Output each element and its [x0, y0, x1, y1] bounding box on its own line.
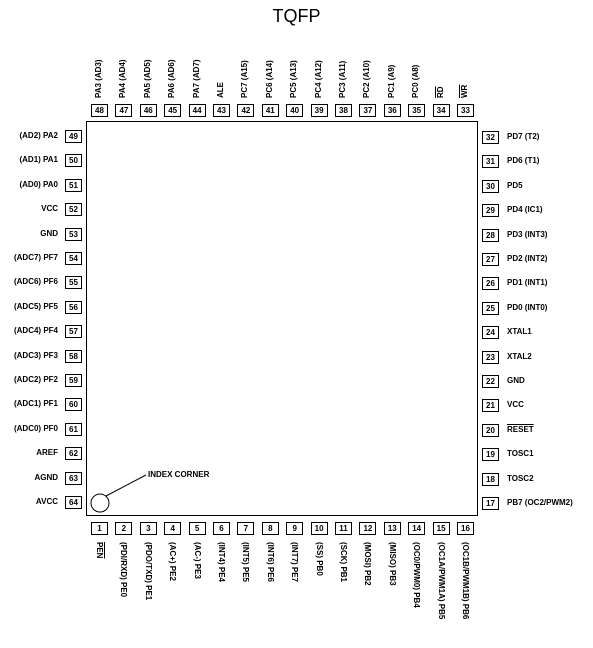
right-pin-number: 29: [482, 204, 499, 217]
bottom-pin-label: (INT4) PE4: [217, 542, 226, 583]
top-pin-number: 37: [359, 104, 376, 117]
top-pin-label: PC0 (A8): [411, 64, 421, 98]
bottom-pin-number: 5: [189, 522, 206, 535]
right-pin-label: PD5: [507, 180, 523, 190]
left-pin-number: 57: [65, 325, 82, 338]
right-pin-label: PB7 (OC2/PWM2): [507, 498, 573, 507]
bottom-pin-number: 9: [286, 522, 303, 535]
right-pin-label: RESET: [507, 424, 534, 434]
top-pin-label: PA5 (AD5): [142, 59, 152, 98]
right-pin-number: 20: [482, 424, 499, 437]
right-pin-number: 17: [482, 497, 499, 510]
right-pin-label: PD0 (INT0): [507, 302, 548, 312]
top-pin-number: 48: [91, 104, 108, 117]
right-pin-number: 32: [482, 131, 499, 144]
right-pin-label: PD1 (INT1): [507, 278, 548, 288]
bottom-pin-number: 3: [140, 522, 157, 535]
right-pin-number: 21: [482, 399, 499, 412]
top-pin-label: PC6 (A14): [264, 60, 274, 98]
right-pin-number: 23: [482, 351, 499, 364]
right-pin-number: 30: [482, 180, 499, 193]
right-pin-label: XTAL2: [507, 351, 532, 361]
bottom-pin-number: 16: [457, 522, 474, 535]
left-pin-number: 49: [65, 130, 82, 143]
right-pin-number: 28: [482, 229, 499, 242]
left-pin-number: 61: [65, 423, 82, 436]
left-pin-number: 52: [65, 203, 82, 216]
right-pin-number: 22: [482, 375, 499, 388]
bottom-pin-label: (OC1B/PWM1B) PB6: [461, 542, 470, 620]
top-pin-label: PA7 (AD7): [191, 59, 201, 98]
index-corner-circle: [91, 494, 109, 512]
right-pin-label: PD3 (INT3): [507, 229, 548, 239]
top-pin-label: PA6 (AD6): [167, 59, 177, 98]
bottom-pin-label: (INT7) PE7: [290, 542, 300, 583]
bottom-pin-label: (MISO) PB3: [387, 542, 397, 586]
right-pin-number: 26: [482, 277, 499, 290]
left-pin-number: 60: [65, 398, 82, 411]
left-pin-label: (ADC1) PF1: [13, 399, 58, 409]
right-pin-label: XTAL1: [507, 327, 532, 337]
left-pin-number: 63: [65, 472, 82, 485]
top-pin-number: 36: [384, 104, 401, 117]
top-pin-number: 45: [164, 104, 181, 117]
top-pin-number: 40: [286, 104, 303, 117]
right-pin-number: 18: [482, 473, 499, 486]
left-pin-number: 54: [65, 252, 82, 265]
bottom-pin-number: 15: [433, 522, 450, 535]
left-pin-label: (ADC5) PF5: [13, 301, 58, 311]
top-pin-label: PC4 (A12): [313, 60, 323, 98]
left-pin-number: 56: [65, 301, 82, 314]
right-pin-label: GND: [507, 376, 525, 385]
left-pin-label: (ADC2) PF2: [13, 375, 58, 384]
index-corner-label: INDEX CORNER: [148, 470, 210, 479]
diagram-title: TQFP: [272, 6, 321, 26]
bottom-pin-number: 13: [384, 522, 401, 535]
bottom-pin-number: 11: [335, 522, 352, 535]
bottom-pin-number: 1: [91, 522, 108, 535]
bottom-pin-label: (AC-) PE3: [192, 542, 202, 579]
top-pin-number: 34: [433, 104, 450, 117]
right-pin-label: PD2 (INT2): [507, 254, 548, 263]
top-pin-label: PC2 (A10): [362, 60, 372, 98]
top-pin-label: PA3 (AD3): [94, 59, 103, 98]
left-pin-number: 50: [65, 154, 82, 167]
bottom-pin-label: (AC+) PE2: [168, 542, 178, 581]
bottom-pin-label: (INT6) PE6: [265, 542, 275, 583]
left-pin-number: 58: [65, 350, 82, 363]
right-pin-label: PD6 (T1): [507, 156, 540, 166]
top-pin-number: 47: [115, 104, 132, 117]
top-pin-number: 46: [140, 104, 157, 117]
left-pin-label: GND: [40, 228, 58, 238]
right-pin-number: 19: [482, 448, 499, 461]
top-pin-label: PC3 (A11): [338, 60, 347, 98]
top-pin-label: PC1 (A9): [386, 64, 396, 98]
top-pin-label: ALE: [216, 82, 225, 98]
right-pin-number: 27: [482, 253, 499, 266]
top-pin-label: PA4 (AD4): [118, 59, 128, 98]
left-pin-label: (AD0) PA0: [19, 179, 58, 189]
bottom-pin-label: (OC0/PWM0) PB4: [412, 542, 422, 608]
bottom-pin-number: 4: [164, 522, 181, 535]
left-pin-label: (ADC4) PF4: [13, 326, 58, 336]
top-pin-label: $\overline{RD}$: [435, 86, 445, 98]
bottom-pin-label: (INT5) PE5: [241, 542, 251, 583]
right-pin-label: PD4 (IC1): [507, 205, 543, 215]
left-pin-label: (ADC6) PF6: [13, 277, 58, 287]
left-pin-label: (ADC3) PF3: [13, 350, 58, 360]
top-pin-number: 39: [311, 104, 328, 117]
right-pin-number: 31: [482, 155, 499, 168]
bottom-pin-label: (SS) PB0: [314, 542, 324, 576]
top-pin-number: 41: [262, 104, 279, 117]
top-pin-number: 43: [213, 104, 230, 117]
left-pin-label: AVCC: [35, 497, 58, 506]
top-pin-label: $\overline{WR}$: [460, 84, 469, 98]
right-pin-label: TOSC2: [507, 473, 534, 483]
left-pin-label: (ADC0) PF0: [13, 423, 58, 433]
top-pin-number: 33: [457, 104, 474, 117]
left-pin-label: (AD1) PA1: [19, 155, 58, 165]
bottom-pin-number: 10: [311, 522, 328, 535]
left-pin-label: AGND: [34, 472, 58, 482]
top-pin-number: 35: [408, 104, 425, 117]
right-pin-label: TOSC1: [507, 449, 534, 459]
bottom-pin-number: 2: [115, 522, 132, 535]
left-pin-number: 53: [65, 228, 82, 241]
bottom-pin-number: 14: [408, 522, 425, 535]
bottom-pin-label: (SCK) PB1: [339, 542, 348, 583]
bottom-pin-label: (PDO/TXD) PE1: [143, 542, 153, 601]
right-pin-number: 25: [482, 302, 499, 315]
right-pin-number: 24: [482, 326, 499, 339]
top-pin-number: 44: [189, 104, 206, 117]
bottom-pin-label: (MOSI) PB2: [363, 542, 373, 586]
left-pin-number: 55: [65, 276, 82, 289]
left-pin-label: VCC: [41, 204, 58, 214]
right-pin-label: PD7 (T2): [507, 132, 540, 141]
left-pin-label: (ADC7) PF7: [13, 253, 58, 262]
right-pin-label: VCC: [507, 400, 524, 410]
bottom-pin-label: (PDI/RXD) PE0: [119, 542, 129, 598]
top-pin-number: 42: [237, 104, 254, 117]
top-pin-label: PC5 (A13): [289, 60, 299, 98]
left-pin-number: 51: [65, 179, 82, 192]
bottom-pin-label: $\overline{PEN}$: [95, 542, 104, 559]
index-corner-leader: [106, 475, 146, 496]
bottom-pin-number: 8: [262, 522, 279, 535]
left-pin-number: 62: [65, 447, 82, 460]
bottom-pin-number: 12: [359, 522, 376, 535]
top-pin-label: PC7 (A15): [240, 60, 250, 98]
left-pin-label: (AD2) PA2: [19, 131, 58, 140]
bottom-pin-number: 7: [237, 522, 254, 535]
left-pin-label: AREF: [36, 448, 58, 458]
bottom-pin-number: 6: [213, 522, 230, 535]
bottom-pin-label: (OC1A/PWM1A) PB5: [436, 542, 446, 620]
left-pin-number: 64: [65, 496, 82, 509]
left-pin-number: 59: [65, 374, 82, 387]
top-pin-number: 38: [335, 104, 352, 117]
